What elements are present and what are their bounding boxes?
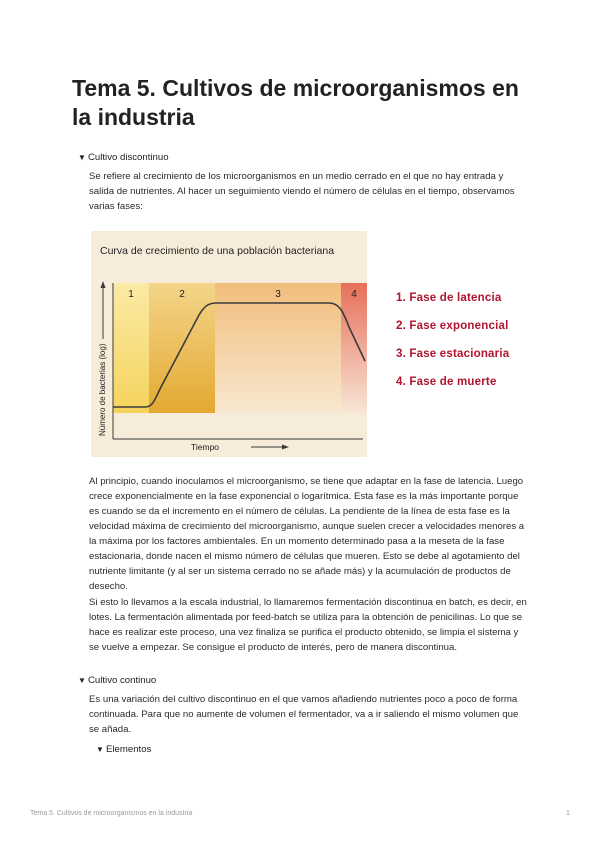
phase-number-4: 4 <box>351 289 357 300</box>
section1-intro: Se refiere al crecimiento de los microorganismos en un medio cerrado en el que no hay entrada y salida de nutrientes. Al hacer un seguimiento viendo el número de células en el tiempo, observamos varias fases: <box>89 171 515 212</box>
legend-fase-latencia: 1. Fase de latencia <box>396 292 502 304</box>
triangle-down-icon[interactable]: ▼ <box>78 153 86 162</box>
toggle-cultivo-discontinuo[interactable] <box>78 151 169 164</box>
y-arrow-head <box>101 281 106 288</box>
section1-paragraph-1: Al principio, cuando inoculamos el microorganismo, se tiene que adaptar en la fase de latencia. Luego crece exponencialmente en la fase exponencial o logarítmica. Esta fase es la más importante porque es cuando se da el incremento en el número de células. La pendiente de la línea de esta fase es la velocidad máxima de crecimiento del microorganismo, aunque suelen crecer a velocidades menores a la máxima por los factores ambientales. En un momento determinado pasa a la meseta de la fase estacionaria, donde nacen el mismo número de células que mueren. Esto se debe al agotamiento del nutriente limitante (y al ser un sistema cerrado no se añade más) y la acumulación de productos de desecho. <box>89 476 525 592</box>
toggle-cultivo-continuo[interactable] <box>78 674 156 687</box>
section2-intro: Es una variación del cultivo discontinuo en el que vamos añadiendo nutrientes poco a poco de forma continuada. Para que no aumente de volumen el fermentador, va a ir saliendo el mismo volumen que se añada. <box>89 694 519 735</box>
y-axis-label: Número de bacterias (log) <box>98 343 107 436</box>
phase-number-3: 3 <box>275 289 281 300</box>
toggle-elementos[interactable] <box>96 743 151 756</box>
toggle-label: Cultivo discontinuo <box>88 152 169 163</box>
phase-number-2: 2 <box>179 289 185 300</box>
toggle-label: Cultivo continuo <box>88 675 157 686</box>
legend-fase-muerte: 4. Fase de muerte <box>396 376 497 388</box>
x-arrow-head <box>282 445 289 450</box>
triangle-down-icon[interactable]: ▼ <box>78 676 86 685</box>
toggle-label: Elementos <box>106 744 152 755</box>
phase-4-region <box>341 283 367 413</box>
phase-1-region <box>113 283 149 413</box>
growth-curve-figure <box>91 231 367 457</box>
legend-fase-estacionaria: 3. Fase estacionaria <box>396 348 510 360</box>
triangle-down-icon[interactable]: ▼ <box>96 745 104 754</box>
x-axis-label: Tiempo <box>191 442 220 452</box>
phase-number-1: 1 <box>128 289 134 300</box>
section1-paragraph-2: Si esto lo llevamos a la escala industrial, lo llamaremos fermentación discontinua en batch, es decir, en lotes. La fermentación alimentada por feed-batch se utiliza para la obtención de penicilinas. Lo que se hace es realizar este proceso, una vez finaliza se purifica el producto obtenido, se limpia el sistema y se vuelve a empezar. Se consigue el producto de interés, pero de manera discontinua. <box>89 597 527 653</box>
page-title: Tema 5. Cultivos de microorganismos en la industria <box>72 75 519 130</box>
footer-title: Tema 5. Cultivos de microorganismos en la industria <box>30 810 193 817</box>
legend-fase-exponencial: 2. Fase exponencial <box>396 320 509 332</box>
page-number: 1 <box>566 810 570 817</box>
figure-title: Curva de crecimiento de una población bacteriana <box>100 245 335 257</box>
